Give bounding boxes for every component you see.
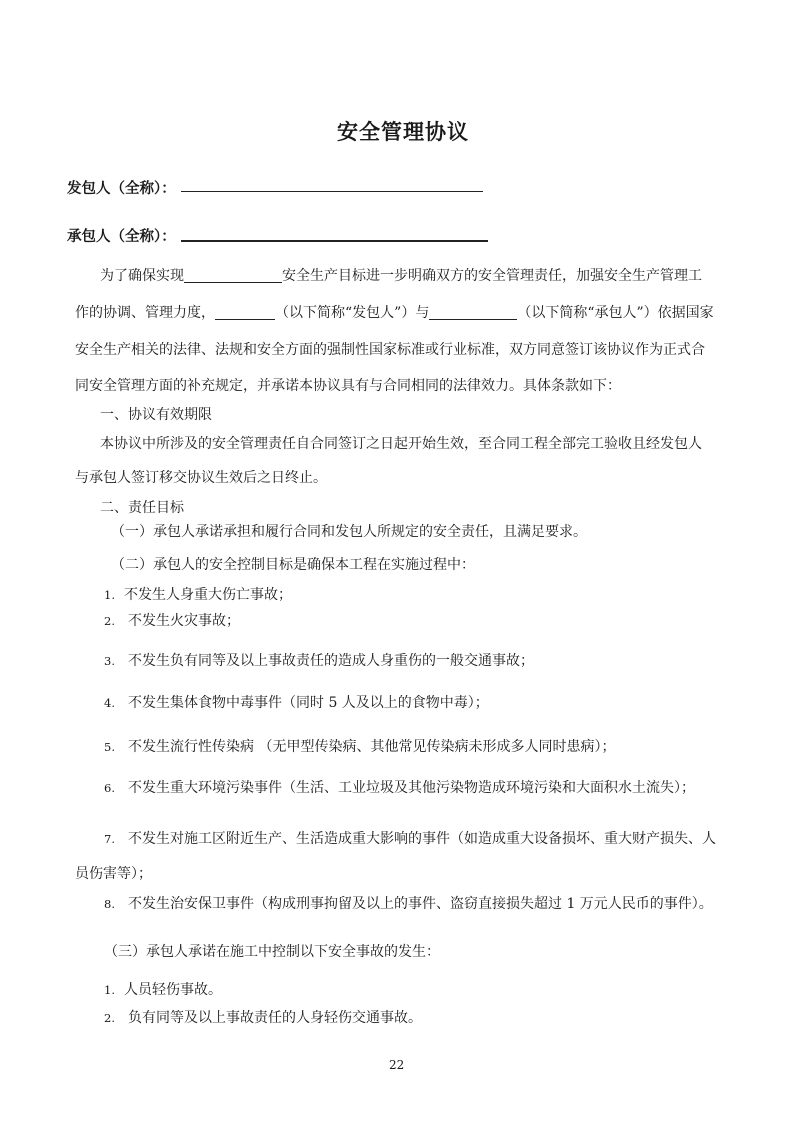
contractor-blank[interactable]	[429, 305, 517, 320]
list-item-number: 1.	[104, 588, 115, 602]
subsection-text: （一）承包人承诺承担和履行合同和发包人所规定的安全责任，且满足要求。	[111, 524, 587, 540]
list-item-number: 2.	[104, 1011, 115, 1025]
list-item-text: 不发生流行性传染病 （无甲型传染病、其他常见传染病未形成多人同时患病）；	[128, 739, 616, 755]
employer-label: 发包人（全称）：	[67, 180, 176, 197]
preamble-text: （以下简称“发包人”）与	[275, 305, 430, 321]
section-paragraph-line: 与承包人签订移交协议生效后之日终止。	[75, 470, 327, 486]
contractor-name-field[interactable]	[181, 222, 488, 242]
employer-name-field[interactable]	[181, 173, 483, 192]
preamble-text: 为了确保实现	[100, 268, 184, 284]
list-item	[104, 893, 713, 913]
list-item-text: 不发生治安保卫事件（构成刑事拘留及以上的事件、盗窃直接损失超过 1 万元人民币的事件）。	[128, 896, 713, 912]
list-item	[104, 584, 292, 604]
section-heading: 二、责任目标	[100, 500, 184, 516]
list-item-text: 不发生负有同等及以上事故责任的造成人身重伤的一般交通事故；	[128, 653, 534, 669]
list-item-continuation: 员伤害等）；	[75, 866, 152, 882]
preamble-text: 作的协调、管理力度，	[75, 305, 215, 321]
list-item	[104, 736, 615, 756]
section-heading: 一、协议有效期限	[100, 407, 212, 423]
list-item-number: 4.	[104, 696, 115, 710]
list-item-text: 不发生人身重大伤亡事故；	[124, 587, 292, 603]
list-item	[104, 1007, 422, 1027]
list-item-number: 7.	[104, 832, 115, 846]
list-item	[104, 610, 240, 630]
page-number: 22	[389, 1058, 405, 1072]
list-item-number: 1.	[104, 983, 115, 997]
list-item-number: 2.	[104, 614, 115, 628]
list-item	[104, 777, 695, 797]
subsection-text: （三）承包人承诺在施工中控制以下安全事故的发生：	[104, 944, 440, 960]
contractor-label: 承包人（全称）：	[67, 228, 176, 245]
list-item-text: 不发生火灾事故；	[128, 613, 240, 629]
employer-blank[interactable]	[215, 305, 275, 320]
list-item-text: 人员轻伤事故。	[124, 982, 222, 998]
section-paragraph-line: 本协议中所涉及的安全管理责任自合同签订之日起开始生效，至合同工程全部完工验收且经发包人	[100, 436, 702, 452]
list-item-text: 不发生重大环境污染事件（生活、工业垃圾及其他污染物造成环境污染和大面积水土流失）；	[128, 780, 695, 796]
list-item	[104, 650, 534, 670]
preamble-line-4: 同安全管理方面的补充规定，并承诺本协议具有与合同相同的法律效力。具体条款如下：	[75, 378, 621, 394]
subsection-text: （二）承包人的安全控制目标是确保本工程在实施过程中：	[111, 557, 475, 573]
preamble-text: （以下简称“承包人”）依据国家	[517, 305, 714, 321]
preamble-line-2	[75, 302, 714, 322]
list-item	[104, 692, 489, 712]
preamble-text: 安全生产目标进一步明确双方的安全管理责任，加强安全生产管理工	[282, 268, 702, 284]
list-item-number: 8.	[104, 897, 115, 911]
list-item-text: 负有同等及以上事故责任的人身轻伤交通事故。	[128, 1010, 422, 1026]
list-item-text: 不发生对施工区附近生产、生活造成重大影响的事件（如造成重大设备损坏、重大财产损失、人	[128, 831, 716, 847]
preamble-line-3: 安全生产相关的法律、法规和安全方面的强制性国家标准或行业标准，双方同意签订该协议作为正式合	[75, 342, 705, 358]
target-blank[interactable]	[184, 268, 282, 283]
preamble-line-1	[100, 265, 702, 285]
page-title: 安全管理协议	[337, 119, 469, 144]
list-item-number: 3.	[104, 654, 115, 668]
list-item-text: 不发生集体食物中毒事件（同时 5 人及以上的食物中毒）；	[128, 695, 489, 711]
list-item	[104, 979, 222, 999]
list-item-number: 6.	[104, 781, 115, 795]
list-item	[104, 828, 716, 848]
list-item-number: 5.	[104, 740, 115, 754]
